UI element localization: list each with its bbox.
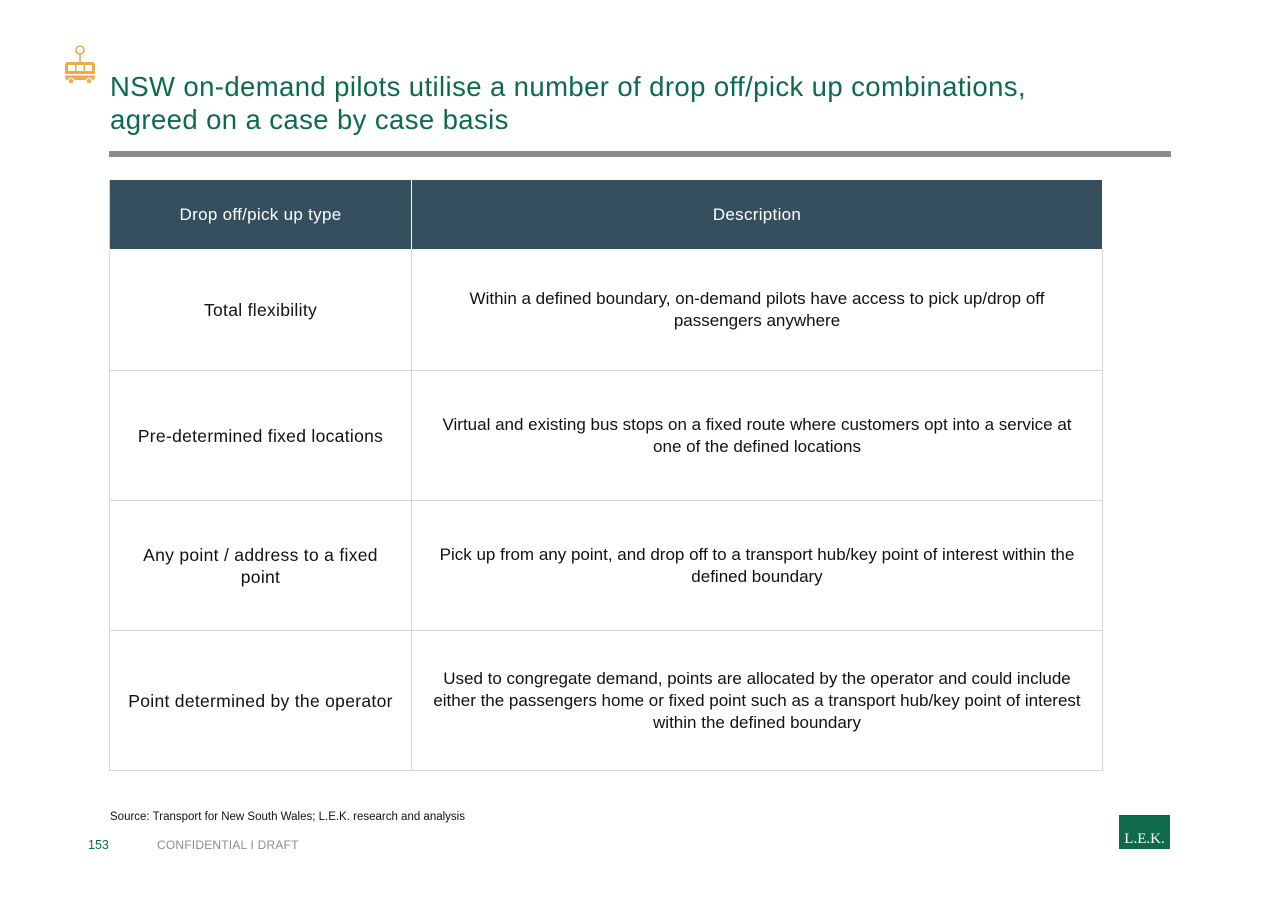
row-description: Virtual and existing bus stops on a fixed route where customers opt into a service at one of the defined locations <box>412 371 1103 501</box>
source-text: Transport for New South Wales; L.E.K. research and analysis <box>152 811 465 823</box>
slide-title <box>110 70 1110 136</box>
dropoff-types-table <box>109 179 1103 771</box>
row-description: Within a defined boundary, on-demand pilots have access to pick up/drop off passengers anywhere <box>412 250 1103 371</box>
table-row <box>110 631 1103 771</box>
header-description: Description <box>412 180 1103 250</box>
source-label: Source: <box>110 811 150 823</box>
source-note <box>110 811 465 823</box>
bus-location-icon <box>62 44 98 86</box>
row-type: Any point / address to a fixed point <box>110 501 412 631</box>
row-description: Used to congregate demand, points are allocated by the operator and could include either the passengers home or fixed point such as a transport hub/key point of interest within the defined boundary <box>412 631 1103 771</box>
lek-logo <box>1119 815 1170 849</box>
logo-text: L.E.K. <box>1124 831 1165 847</box>
row-type: Total flexibility <box>110 250 412 371</box>
confidentiality-label <box>157 838 299 852</box>
table-row <box>110 250 1103 371</box>
separator: I <box>250 838 255 852</box>
confidential-text: CONFIDENTIAL <box>157 838 247 852</box>
slide-title-line-1: NSW on-demand pilots utilise a number of drop off/pick up combinations, <box>110 71 1026 102</box>
table-row <box>110 371 1103 501</box>
table-header-row <box>110 180 1103 250</box>
title-divider <box>109 151 1171 157</box>
slide-title-line-2: agreed on a case by case basis <box>110 104 509 135</box>
page-number: 153 <box>88 838 109 852</box>
row-type: Point determined by the operator <box>110 631 412 771</box>
row-type: Pre-determined fixed locations <box>110 371 412 501</box>
draft-text: DRAFT <box>257 838 299 852</box>
header-type: Drop off/pick up type <box>110 180 412 250</box>
row-description: Pick up from any point, and drop off to a transport hub/key point of interest within the defined boundary <box>412 501 1103 631</box>
table-row <box>110 501 1103 631</box>
